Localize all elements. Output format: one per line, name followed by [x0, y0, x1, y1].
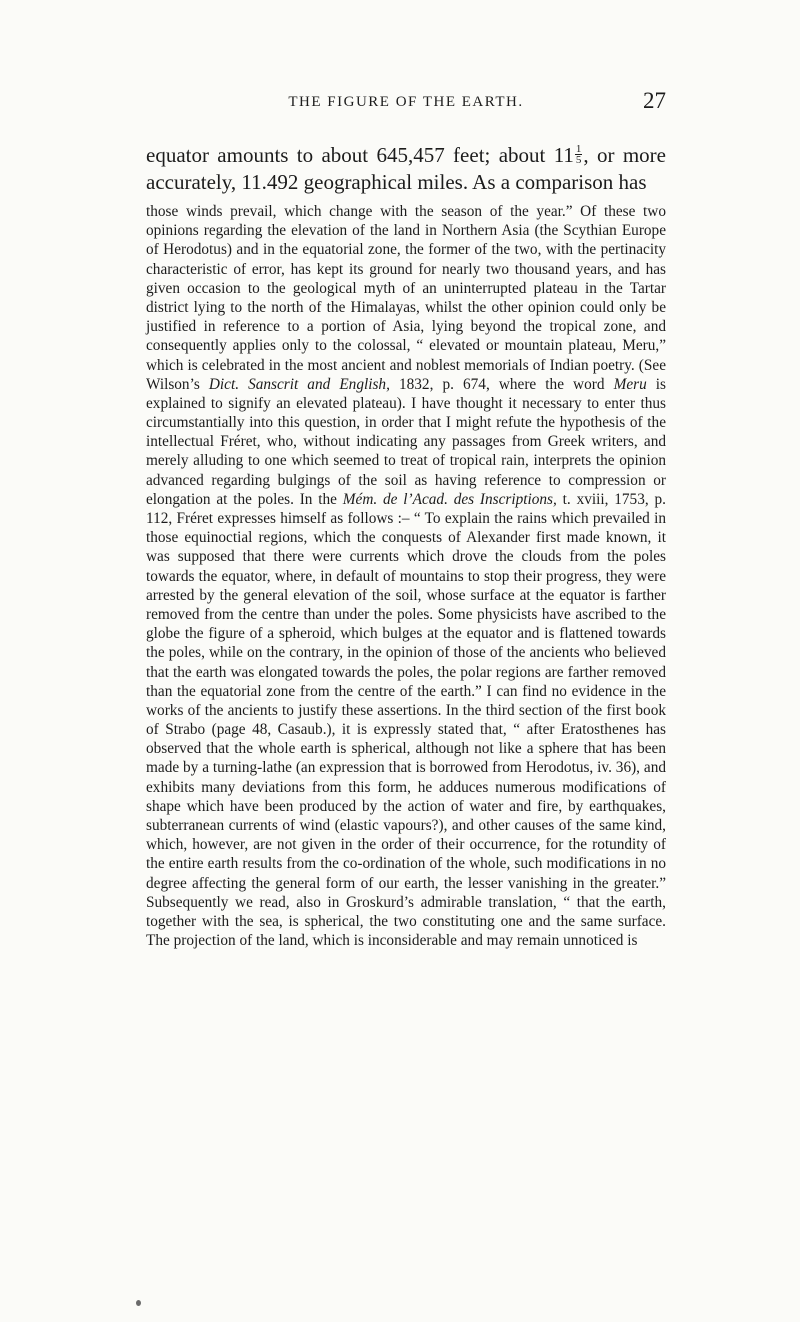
lead-text-end: , or more accurately, 11.492 geographical miles. As a comparison has [146, 143, 666, 194]
page-header [146, 88, 666, 112]
lead-text-start: equator amounts to about 645,457 feet; about 11 [146, 143, 574, 167]
italic-citation: Mém. de l’Acad. des Inscriptions, [342, 490, 557, 508]
body-text-segment: is explained to signify an elevated plateau). I have thought it necessary to enter thus circumstantially into this question, in order that I might refute the hypothesis of the intellectual Fréret, who, without indicating any passages from Greek writers, and merely alluding to one which seemed to treat of tropical rain, interprets the opinion advanced regarding bulgings of the soil as having reference to compression or elongation at the poles. In the [146, 375, 666, 508]
fraction [575, 144, 583, 165]
footnote-block [146, 202, 666, 950]
body-text-segment: t. xviii, 1753, p. 112, Fréret expresses himself as follows :– “ To explain the rains which prevailed in those equinoctial regions, which the conquests of Alexander first made known, it was supposed that there were currents which drove the clouds from the poles towards the equator, where, in default of mountains to stop their progress, they were arrested by the general elevation of the soil, whose surface at the equator is farther removed from the centre than under the poles. Some physicists have ascribed to the globe the figure of a spheroid, which bulges at the equator and is flattened towards the poles, while on the contrary, in the opinion of those of the ancients who believed that the earth was elongated towards the poles, the polar regions are farther removed than the equatorial zone from the centre of the earth.” I can find no evidence in the works of the ancients to justify these assertions. In the third section of the first book of Strabo (page 48, Casaub.), it is expressly stated that, “ after Eratosthenes has observed that the whole earth is spherical, although not like a sphere that has been made by a turning-lathe (an expression that is borrowed from Herodotus, iv. 36), and exhibits many deviations from this form, he adduces numerous modifications of shape which have been produced by the action of water and fire, by earthquakes, subterranean currents of wind (elastic vapours?), and other causes of the same kind, which, however, are not given in the order of their occurrence, for the rotundity of the entire earth results from the co-ordination of the whole, such modifications in no degree affecting the general form of our earth, the lesser vanishing in the greater.” Subsequently we read, also in Groskurd’s admirable translation, “ that the earth, together with the sea, is spherical, the two constituting one and the same surface. The projection of the land, which is inconsiderable and may remain unnoticed is [146, 490, 666, 950]
fraction-numerator: 1 [575, 142, 582, 155]
continued-paragraph [146, 142, 666, 196]
page-number: 27 [643, 88, 666, 113]
body-text-segment: 1832, p. 674, where the word [389, 375, 614, 393]
ink-spot [136, 1300, 141, 1306]
body-text-segment: those winds prevail, which change with the season of the year.” Of these two opinions regarding the elevation of the land in Northern Asia (the Scythian Europe of Herodotus) and in the equatorial zone, the former of the two, with the pertinacity characteristic of error, has kept its ground for nearly two thousand years, and has given occasion to the geological myth of an uninterrupted plateau in the Tartar district lying to the north of the Himalayas, whilst the other opinion could only be justified in reference to a portion of Asia, lying beyond the tropical zone, and consequently applies only to the colossal, “ elevated or mountain plateau, Meru,” which is celebrated in the most ancient and noblest memorials of Indian poetry. (See Wilson’s [146, 203, 666, 393]
fraction-denominator: 5 [575, 153, 582, 166]
italic-citation: Dict. Sanscrit and English, [208, 375, 390, 393]
italic-term: Meru [613, 375, 647, 393]
running-title: THE FIGURE OF THE EARTH. [288, 94, 524, 110]
